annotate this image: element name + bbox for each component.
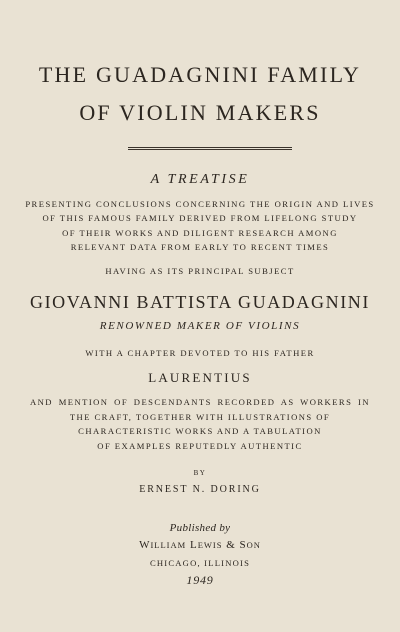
- descendants-line-2: THE CRAFT, TOGETHER WITH ILLUSTRATIONS OF: [69, 412, 331, 422]
- publication-year: 1949: [186, 573, 214, 587]
- title-line-2: OF VIOLIN MAKERS: [79, 100, 321, 125]
- by-label: BY: [193, 469, 207, 477]
- descendants-line-1: AND MENTION OF DESCENDANTS RECORDED AS WORKERS IN: [30, 397, 370, 407]
- father-name: LAURENTIUS: [148, 370, 252, 385]
- father-intro: WITH A CHAPTER DEVOTED TO HIS FATHER: [85, 348, 315, 358]
- description-line-4: RELEVANT DATA FROM EARLY TO RECENT TIMES: [70, 242, 330, 252]
- title-rule: [128, 147, 292, 150]
- principal-subject-intro: HAVING AS ITS PRINCIPAL SUBJECT: [105, 266, 295, 276]
- title-line-1: THE GUADAGNINI FAMILY: [38, 62, 362, 87]
- principal-subject: GIOVANNI BATTISTA GUADAGNINI: [29, 292, 370, 312]
- description-line-1: PRESENTING CONCLUSIONS CONCERNING THE ORIGIN AND LIVES: [25, 199, 375, 209]
- publisher-city: CHICAGO, ILLINOIS: [149, 558, 251, 568]
- publisher-name: WILLIAM LEWIS & SON: [139, 539, 261, 551]
- description-line-3: OF THEIR WORKS AND DILIGENT RESEARCH AMONG: [62, 228, 338, 238]
- description-line-2: OF THIS FAMOUS FAMILY DERIVED FROM LIFELONG STUDY: [42, 213, 358, 223]
- descendants-line-4: OF EXAMPLES REPUTEDLY AUTHENTIC: [97, 441, 303, 451]
- publisher-label: Published by: [169, 522, 231, 534]
- descendants-line-3: CHARACTERISTIC WORKS AND A TABULATION: [78, 426, 322, 436]
- principal-subject-desc: RENOWNED MAKER OF VIOLINS: [99, 320, 301, 332]
- author: ERNEST N. DORING: [139, 484, 261, 495]
- subtitle: A TREATISE: [150, 172, 250, 187]
